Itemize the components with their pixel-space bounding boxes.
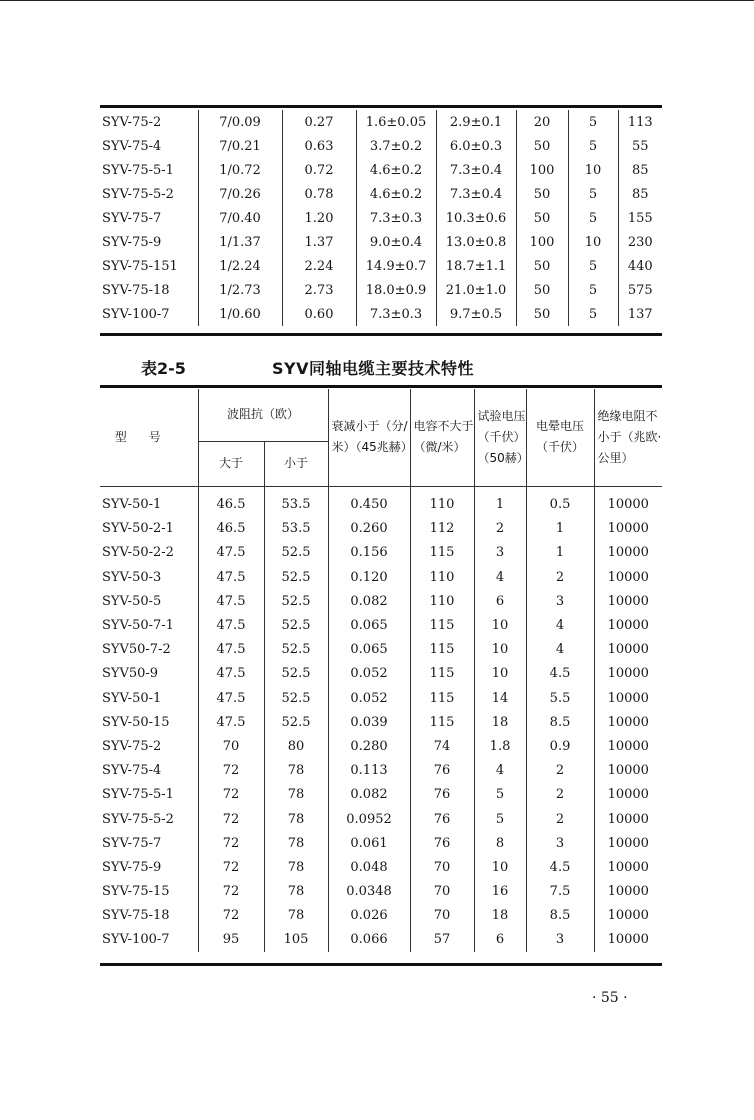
table-cell: 10000	[594, 686, 662, 710]
table-cell: 2	[526, 565, 594, 589]
table-cell: 10000	[594, 880, 662, 904]
table-cell: 53.5	[264, 486, 328, 517]
model-cell: SYV-50-2-1	[102, 521, 174, 537]
table-cell: 10	[474, 855, 526, 879]
table-cell: 6	[474, 928, 526, 952]
table-cell: 8.5	[526, 710, 594, 734]
table1-bottom-rule	[100, 333, 662, 336]
table-cell: 72	[198, 759, 264, 783]
table-row	[100, 807, 662, 831]
table-cell: 5	[568, 110, 618, 134]
model-cell: SYV-75-4	[102, 763, 162, 779]
table-cell: 70	[410, 855, 474, 879]
table-row	[100, 638, 662, 662]
table-cell: 1.20	[282, 206, 356, 230]
table-cell: 10000	[594, 589, 662, 613]
table-cell: 115	[410, 613, 474, 637]
table-row	[100, 230, 662, 254]
table-cell: 80	[264, 734, 328, 758]
table-cell: 3.7±0.2	[356, 134, 436, 158]
table-cell: 10000	[594, 734, 662, 758]
table-cell: 137	[618, 302, 662, 326]
table-cell: 78	[264, 904, 328, 928]
table-cell: 5	[568, 206, 618, 230]
table-cell: 10.3±0.6	[436, 206, 516, 230]
model-cell: SYV-50-5	[102, 593, 162, 609]
table-cell: 0.260	[328, 517, 410, 541]
table-cell: 8.5	[526, 904, 594, 928]
table-cell: 47.5	[198, 686, 264, 710]
table-cell: 50	[516, 302, 568, 326]
table-row	[100, 110, 662, 134]
table-cell: 72	[198, 880, 264, 904]
model-cell: SYV50-7-2	[102, 642, 171, 658]
table-cell: 0.156	[328, 541, 410, 565]
table-cell: 4.5	[526, 662, 594, 686]
model-cell: SYV-75-9	[102, 859, 162, 875]
table-cell: 10000	[594, 855, 662, 879]
table-cell: 110	[410, 565, 474, 589]
table-cell: 0.120	[328, 565, 410, 589]
table-cell: 5	[568, 182, 618, 206]
table-row	[100, 783, 662, 807]
table-cell: 7.3±0.3	[356, 206, 436, 230]
table-cell: 47.5	[198, 565, 264, 589]
model-cell: SYV-75-7	[102, 210, 162, 226]
table-cell: 7/0.40	[198, 206, 282, 230]
table-cell: 52.5	[264, 638, 328, 662]
table-row	[100, 517, 662, 541]
table-cell: 20	[516, 110, 568, 134]
table-cell: 2.24	[282, 254, 356, 278]
table-title: SYV同轴电缆主要技术特性	[272, 359, 474, 378]
header-model: 型号	[100, 389, 198, 486]
table-cell: 8	[474, 831, 526, 855]
table-cell: 95	[198, 928, 264, 952]
table-cell: 0.082	[328, 589, 410, 613]
header-corona-voltage: 电晕电压（千伏）	[526, 389, 594, 486]
table-cell: 50	[516, 278, 568, 302]
table-cell: 10000	[594, 662, 662, 686]
table-cell: 78	[264, 759, 328, 783]
table-cell: 1/2.24	[198, 254, 282, 278]
table-cell: 70	[198, 734, 264, 758]
table-cell: 10	[474, 662, 526, 686]
table-cell: 1.37	[282, 230, 356, 254]
table-cell: 1/0.72	[198, 158, 282, 182]
table1-top-rule	[100, 105, 662, 108]
table-cell: 50	[516, 254, 568, 278]
table-cell: 4.6±0.2	[356, 182, 436, 206]
model-cell: SYV-100-7	[102, 306, 170, 322]
table-cell: 230	[618, 230, 662, 254]
table-cell: 13.0±0.8	[436, 230, 516, 254]
table-cell: 0.72	[282, 158, 356, 182]
table-cell: 6.0±0.3	[436, 134, 516, 158]
table-cell: 0.450	[328, 486, 410, 517]
table2-bottom-rule	[100, 963, 662, 966]
header-impedance-min: 大于	[198, 441, 264, 486]
table-cell: 115	[410, 710, 474, 734]
table-cell: 18	[474, 710, 526, 734]
table-cell: 2	[474, 517, 526, 541]
table-cell: 2	[526, 807, 594, 831]
model-cell: SYV-50-7-1	[102, 618, 174, 634]
table-cell: 1/2.73	[198, 278, 282, 302]
table-cell: 78	[264, 880, 328, 904]
table-row	[100, 206, 662, 230]
model-cell: SYV-75-9	[102, 234, 162, 250]
table-row	[100, 734, 662, 758]
model-cell: SYV-75-7	[102, 835, 162, 851]
model-cell: SYV-50-15	[102, 714, 170, 730]
table-cell: 50	[516, 134, 568, 158]
table-cell: 7/0.21	[198, 134, 282, 158]
table-row	[100, 589, 662, 613]
table-cell: 6	[474, 589, 526, 613]
table-cell: 155	[618, 206, 662, 230]
table-cell: 9.0±0.4	[356, 230, 436, 254]
table-row	[100, 158, 662, 182]
table-cell: 3	[526, 928, 594, 952]
model-cell: SYV-50-3	[102, 569, 162, 585]
table-cell: 115	[410, 541, 474, 565]
table-cell: 18	[474, 904, 526, 928]
table-cell: 0.082	[328, 783, 410, 807]
table-cell: 10000	[594, 759, 662, 783]
table-cell: 10000	[594, 541, 662, 565]
table-cell: 52.5	[264, 541, 328, 565]
table-cell: 0.052	[328, 662, 410, 686]
table-cell: 2	[526, 783, 594, 807]
table-cell: 4.6±0.2	[356, 158, 436, 182]
table-row	[100, 278, 662, 302]
table-cell: 53.5	[264, 517, 328, 541]
model-cell: SYV-75-151	[102, 258, 178, 274]
table-cell: 72	[198, 831, 264, 855]
table-cell: 4	[474, 565, 526, 589]
table-cell: 72	[198, 807, 264, 831]
table-cell: 52.5	[264, 662, 328, 686]
header-impedance-max: 小于	[264, 441, 328, 486]
model-cell: SYV-50-1	[102, 497, 162, 513]
table-cell: 52.5	[264, 613, 328, 637]
table-cell: 10000	[594, 783, 662, 807]
table-cell: 0.63	[282, 134, 356, 158]
table-cell: 1.6±0.05	[356, 110, 436, 134]
table-row	[100, 134, 662, 158]
table-cell: 57	[410, 928, 474, 952]
table-cell: 9.7±0.5	[436, 302, 516, 326]
table-cell: 14.9±0.7	[356, 254, 436, 278]
table-cell: 1/0.60	[198, 302, 282, 326]
table-cell: 3	[474, 541, 526, 565]
table-cell: 2.9±0.1	[436, 110, 516, 134]
table2-header	[100, 389, 662, 486]
table-cell: 0.9	[526, 734, 594, 758]
table-row	[100, 928, 662, 952]
table-cell: 7.3±0.3	[356, 302, 436, 326]
model-cell: SYV-50-1	[102, 690, 162, 706]
table-cell: 115	[410, 686, 474, 710]
table-cell: 76	[410, 831, 474, 855]
table-number: 表2-5	[141, 359, 186, 378]
table-cell: 110	[410, 589, 474, 613]
table-row	[100, 855, 662, 879]
table-cell: 46.5	[198, 486, 264, 517]
table-cell: 3	[526, 589, 594, 613]
table-cell: 5	[568, 254, 618, 278]
table-row	[100, 759, 662, 783]
model-cell: SYV-75-5-1	[102, 162, 174, 178]
table-row	[100, 254, 662, 278]
table-cell: 76	[410, 807, 474, 831]
table-cell: 5	[474, 783, 526, 807]
table-cell: 110	[410, 486, 474, 517]
model-cell: SYV-75-18	[102, 908, 170, 924]
table-cell: 2	[526, 759, 594, 783]
table-cell: 10000	[594, 807, 662, 831]
table-cell: 1	[526, 517, 594, 541]
model-cell: SYV50-9	[102, 666, 159, 682]
header-test-voltage: 试验电压（千伏）（50赫）	[474, 389, 526, 486]
table-cell: 21.0±1.0	[436, 278, 516, 302]
table-cell: 10000	[594, 613, 662, 637]
table-row	[100, 904, 662, 928]
table-cell: 113	[618, 110, 662, 134]
table-continued-cable-specs	[100, 110, 662, 326]
table-cell: 10000	[594, 928, 662, 952]
table-cell: 10	[568, 158, 618, 182]
table-cell: 72	[198, 855, 264, 879]
table-cell: 112	[410, 517, 474, 541]
table-cell: 1	[474, 486, 526, 517]
table-cell: 52.5	[264, 589, 328, 613]
table-cell: 575	[618, 278, 662, 302]
table-cell: 100	[516, 158, 568, 182]
header-impedance: 波阻抗（欧）	[198, 389, 328, 441]
table-cell: 50	[516, 182, 568, 206]
table-cell: 0.27	[282, 110, 356, 134]
model-cell: SYV-75-18	[102, 282, 170, 298]
model-cell: SYV-50-2-2	[102, 545, 174, 561]
table-cell: 14	[474, 686, 526, 710]
table-cell: 0.052	[328, 686, 410, 710]
table-cell: 105	[264, 928, 328, 952]
table-cell: 10000	[594, 904, 662, 928]
table-cell: 4	[474, 759, 526, 783]
table-cell: 10000	[594, 710, 662, 734]
table-cell: 100	[516, 230, 568, 254]
table-cell: 2.73	[282, 278, 356, 302]
table-cell: 7.3±0.4	[436, 182, 516, 206]
header-attenuation: 衰减小于（分/米）（45兆赫）	[328, 389, 410, 486]
table-cell: 10000	[594, 517, 662, 541]
table-cell: 10000	[594, 486, 662, 517]
table-cell: 0.048	[328, 855, 410, 879]
table-cell: 10	[568, 230, 618, 254]
table-syv-coax-characteristics	[100, 389, 662, 952]
table-cell: 52.5	[264, 565, 328, 589]
table-cell: 0.113	[328, 759, 410, 783]
table-cell: 0.280	[328, 734, 410, 758]
header-insulation: 绝缘电阻不小于（兆欧·公里）	[594, 389, 662, 486]
page-top-edge	[0, 0, 754, 1]
table-cell: 7.5	[526, 880, 594, 904]
table-cell: 4	[526, 638, 594, 662]
table-cell: 72	[198, 783, 264, 807]
table-cell: 78	[264, 807, 328, 831]
table-row	[100, 686, 662, 710]
table-cell: 0.0348	[328, 880, 410, 904]
table-cell: 78	[264, 831, 328, 855]
table-cell: 10	[474, 613, 526, 637]
table-cell: 18.0±0.9	[356, 278, 436, 302]
table-cell: 47.5	[198, 613, 264, 637]
model-cell: SYV-75-5-2	[102, 186, 174, 202]
table-cell: 5	[568, 134, 618, 158]
table-cell: 52.5	[264, 686, 328, 710]
table-cell: 46.5	[198, 517, 264, 541]
table-cell: 5	[474, 807, 526, 831]
table-cell: 10000	[594, 565, 662, 589]
table-cell: 18.7±1.1	[436, 254, 516, 278]
table-cell: 0.5	[526, 486, 594, 517]
table-cell: 115	[410, 662, 474, 686]
model-cell: SYV-75-15	[102, 884, 170, 900]
table-cell: 70	[410, 880, 474, 904]
table-row	[100, 541, 662, 565]
table-cell: 10	[474, 638, 526, 662]
table-cell: 47.5	[198, 662, 264, 686]
model-cell: SYV-75-5-1	[102, 787, 174, 803]
table-cell: 52.5	[264, 710, 328, 734]
table-cell: 72	[198, 904, 264, 928]
table-cell: 0.061	[328, 831, 410, 855]
table-row	[100, 565, 662, 589]
table-cell: 0.066	[328, 928, 410, 952]
table-cell: 10000	[594, 831, 662, 855]
table-cell: 3	[526, 831, 594, 855]
table-row	[100, 613, 662, 637]
model-cell: SYV-75-5-2	[102, 811, 174, 827]
table-cell: 7.3±0.4	[436, 158, 516, 182]
model-cell: SYV-75-2	[102, 114, 162, 130]
table-row	[100, 710, 662, 734]
table-cell: 76	[410, 759, 474, 783]
table-cell: 1.8	[474, 734, 526, 758]
table-cell: 5.5	[526, 686, 594, 710]
table-cell: 85	[618, 158, 662, 182]
model-cell: SYV-75-2	[102, 738, 162, 754]
table-cell: 5	[568, 278, 618, 302]
table-row	[100, 831, 662, 855]
table-cell: 0.78	[282, 182, 356, 206]
table-cell: 16	[474, 880, 526, 904]
table-cell: 47.5	[198, 541, 264, 565]
table2-top-rule	[100, 385, 662, 388]
table-cell: 0.026	[328, 904, 410, 928]
table-cell: 47.5	[198, 638, 264, 662]
header-capacitance: 电容不大于（微/米）	[410, 389, 474, 486]
table-cell: 0.065	[328, 613, 410, 637]
table-cell: 4.5	[526, 855, 594, 879]
model-cell: SYV-100-7	[102, 932, 170, 948]
table-cell: 10000	[594, 638, 662, 662]
table-cell: 78	[264, 855, 328, 879]
table-cell: 115	[410, 638, 474, 662]
table-cell: 74	[410, 734, 474, 758]
table-row	[100, 486, 662, 517]
table2-body	[100, 486, 662, 952]
table-cell: 0.039	[328, 710, 410, 734]
table-cell: 4	[526, 613, 594, 637]
table-row	[100, 662, 662, 686]
table-cell: 7/0.09	[198, 110, 282, 134]
table-cell: 55	[618, 134, 662, 158]
table-cell: 0.0952	[328, 807, 410, 831]
table-row	[100, 880, 662, 904]
table-cell: 1/1.37	[198, 230, 282, 254]
table1-body	[100, 110, 662, 326]
page-number: · 55 ·	[592, 990, 628, 1006]
table-cell: 78	[264, 783, 328, 807]
table-cell: 5	[568, 302, 618, 326]
model-cell: SYV-75-4	[102, 138, 162, 154]
table-cell: 50	[516, 206, 568, 230]
table-cell: 47.5	[198, 589, 264, 613]
table-row	[100, 182, 662, 206]
table-row	[100, 302, 662, 326]
table-cell: 85	[618, 182, 662, 206]
table-cell: 1	[526, 541, 594, 565]
table-cell: 0.065	[328, 638, 410, 662]
table-cell: 440	[618, 254, 662, 278]
table-cell: 7/0.26	[198, 182, 282, 206]
table-cell: 70	[410, 904, 474, 928]
table-cell: 47.5	[198, 710, 264, 734]
table-cell: 0.60	[282, 302, 356, 326]
table-cell: 76	[410, 783, 474, 807]
